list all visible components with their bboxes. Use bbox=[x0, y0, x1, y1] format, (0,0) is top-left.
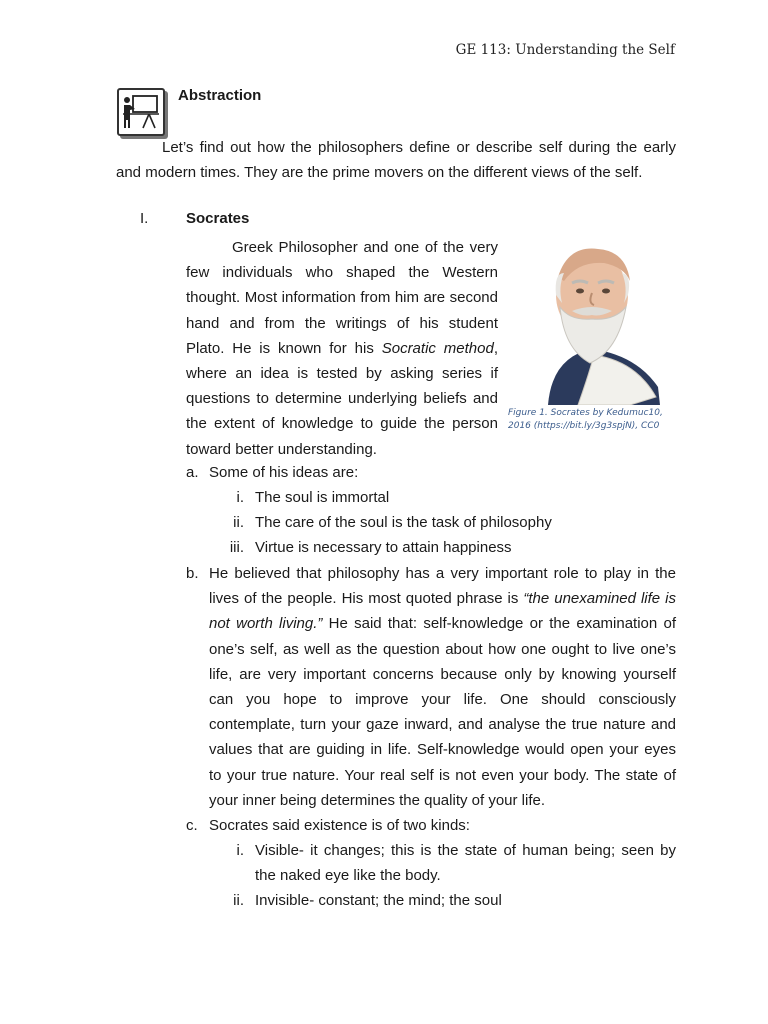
socrates-intro-block bbox=[186, 235, 676, 462]
sublist-marker: ii. bbox=[233, 514, 244, 531]
socrates-text-1: Greek Philosopher and one of the very few individuals who shaped the Western thought. Most information from him are second hand and from the writings of his student Plato. He is known for his bbox=[186, 239, 498, 357]
list-text bbox=[209, 561, 676, 813]
sublist-marker: i. bbox=[236, 489, 244, 506]
quoted-phrase: “the unexamined life is not worth living.” bbox=[209, 590, 676, 633]
sublist-text: Visible- it changes; this is the state of human being; seen by the naked eye like the body. bbox=[255, 842, 676, 885]
socrates-text-2: , where an idea is tested by asking series if questions to determine underlying beliefs and the extent of knowledge to guide the person toward better understanding. bbox=[186, 339, 498, 458]
sublist-marker: iii. bbox=[229, 539, 244, 556]
section-number: I. bbox=[140, 210, 149, 227]
figure bbox=[508, 237, 676, 433]
sublist-item bbox=[226, 838, 676, 888]
intro-paragraph: Let’s find out how the philosophers define or describe self during the early and modern times. They are the prime movers on the different views of the self. bbox=[116, 139, 676, 181]
b-text-2: He said that: self-knowledge or the examination of one’s self, as well as the question about how one ought to live one’s life, are very important concerns because only by knowing yourself can you hope to improve your life. One should consciously contemplate, turn your gaze inward, and analyse the true nature and values that are guiding in life. Self-knowledge would open your eyes to your true nature. Your real self is not even your body. The state of your inner being determines the quality of your life. bbox=[209, 615, 676, 809]
sublist-text: The care of the soul is the task of philosophy bbox=[255, 514, 552, 531]
sublist-text: Virtue is necessary to attain happiness bbox=[255, 539, 512, 556]
list-text: Socrates said existence is of two kinds: bbox=[209, 817, 470, 834]
sublist-text: The soul is immortal bbox=[255, 489, 390, 506]
document-header: GE 113: Understanding the Self bbox=[455, 42, 675, 58]
list-text: Some of his ideas are: bbox=[209, 464, 359, 481]
figure-caption: Figure 1. Socrates by Kedumuc10, 2016 (https://bit.ly/3g3spjN), CC0 bbox=[508, 408, 663, 431]
list-marker: c. bbox=[186, 817, 198, 834]
abstraction-title: Abstraction bbox=[178, 87, 262, 104]
list-marker: a. bbox=[186, 464, 199, 481]
section-title: Socrates bbox=[186, 210, 250, 227]
list-marker: b. bbox=[186, 565, 199, 582]
sublist-marker: i. bbox=[236, 842, 244, 859]
sublist-marker: ii. bbox=[233, 892, 244, 909]
presentation-icon bbox=[117, 88, 165, 136]
list-item-b bbox=[186, 561, 676, 813]
sublist-text: Invisible- constant; the mind; the soul bbox=[255, 892, 502, 909]
b-text-1: He believed that philosophy has a very important role to play in the lives of the people. His most quoted phrase is bbox=[209, 565, 676, 608]
socratic-method-term: Socratic method bbox=[381, 339, 494, 357]
socrates-portrait-image bbox=[508, 237, 676, 405]
